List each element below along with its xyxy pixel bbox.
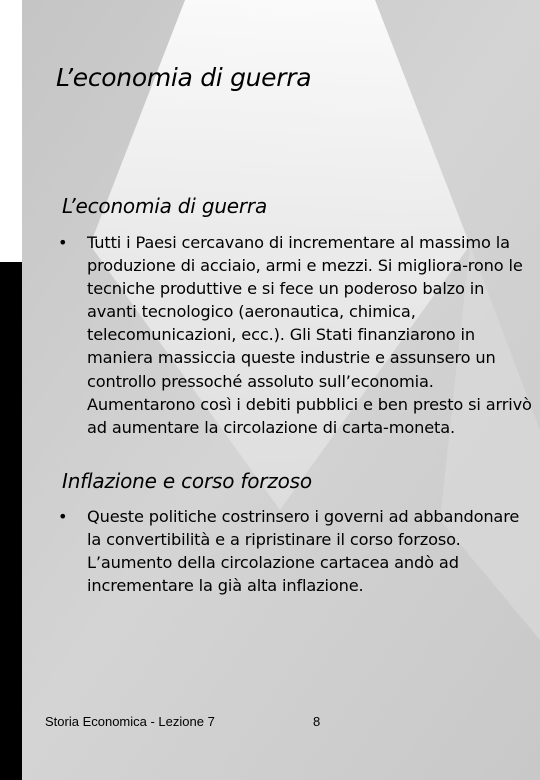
slide-title: L’economia di guerra [56, 63, 312, 92]
footer-page-number: 8 [313, 714, 321, 729]
bullet-text: Queste politiche costrinsero i governi ad abbandonare la convertibilità e a ripristinare il corso forzoso. L’aumento della circolazione cartacea andò ad incrementare la già alta inflazione. [87, 507, 520, 596]
bullet-paragraph-inflazione [58, 505, 536, 597]
bullet-paragraph-economia [58, 231, 536, 439]
bullet-text: Tutti i Paesi cercavano di incrementare al massimo la produzione di acciaio, armi e mezzi. Si migliora-rono le tecniche produttive e si fece un poderoso balzo in avanti tecnologico (aeronautica, chimica, telecomunicazioni, ecc.). Gli Stati finanziarono in maniera massiccia queste industrie e assunsero un controllo pressoché assoluto sull’economia. Aumentarono così i debiti pubblici e ben presto si arrivò ad aumentare la circolazione di carta-moneta. [87, 233, 532, 437]
bullet-marker: • [58, 507, 68, 526]
bullet-marker: • [58, 233, 68, 252]
section-title-inflazione: Inflazione e corso forzoso [62, 469, 312, 493]
left-bar-lower [0, 262, 22, 780]
section-title-economia: L’economia di guerra [62, 194, 267, 218]
footer-course-label: Storia Economica - Lezione 7 [45, 714, 215, 729]
left-bar-upper [0, 0, 22, 262]
